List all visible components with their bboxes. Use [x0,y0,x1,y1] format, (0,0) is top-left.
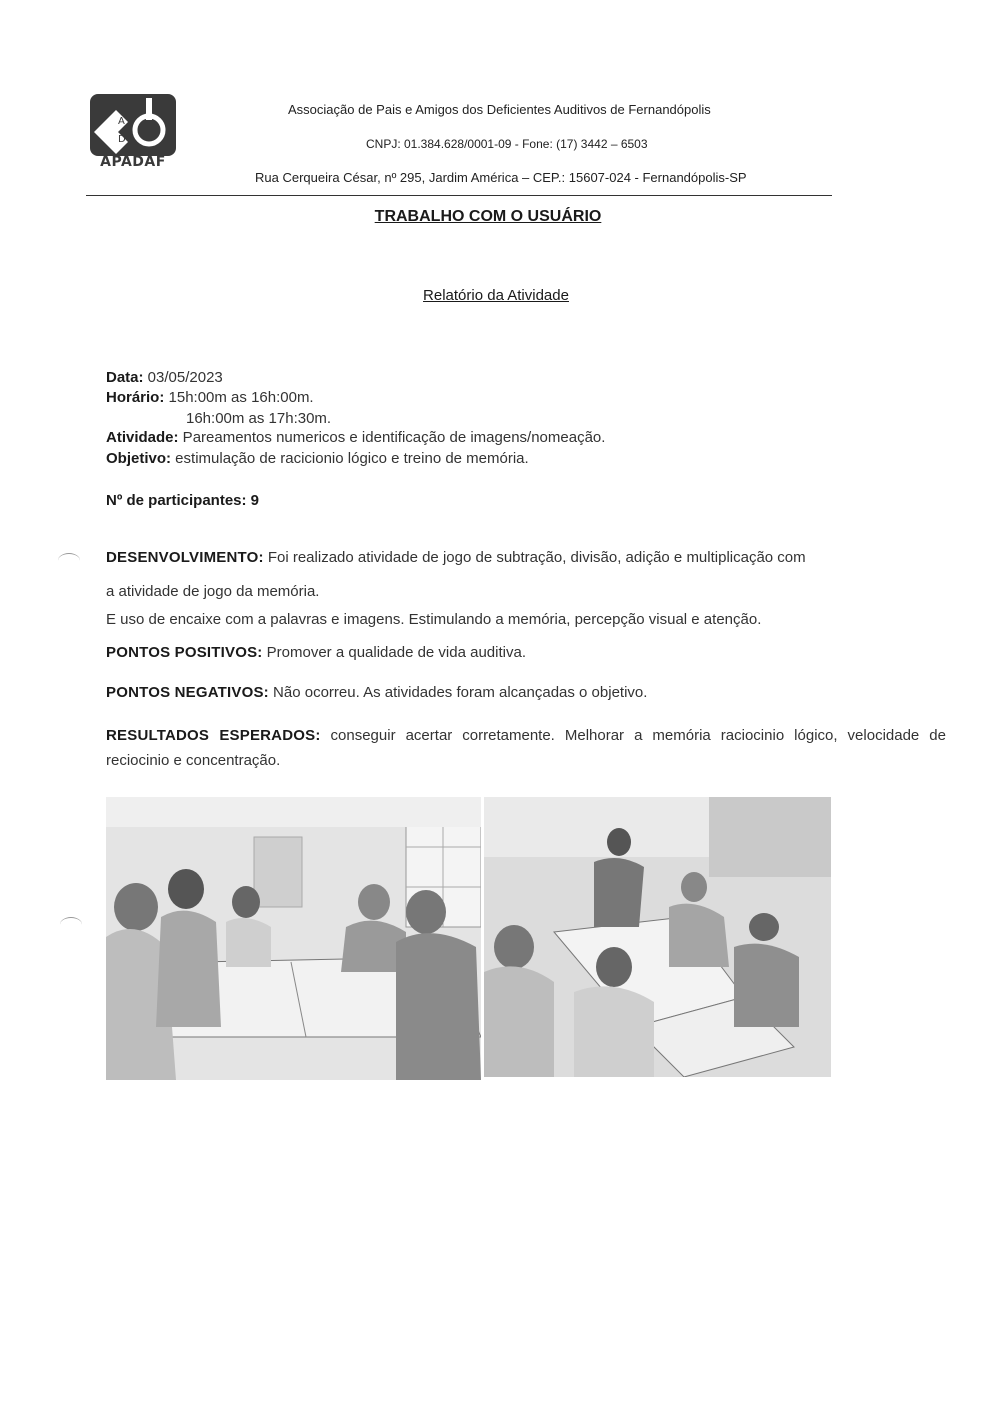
svg-text:A: A [118,116,125,127]
development-line-1 [106,549,946,566]
positive-points [106,644,946,661]
activity-photo-left [106,797,481,1080]
schedule-value-1: 15h:00m as 16h:00m. [164,389,314,406]
objective-row [106,449,529,469]
activity-row [106,428,605,448]
date-label: Data: [106,369,144,386]
apadaf-logo [88,92,180,176]
organization-cnpj-phone: CNPJ: 01.384.628/0001-09 - Fone: (17) 3442 – 6503 [366,137,648,151]
schedule-value-2: 16h:00m as 17h:30m. [186,410,332,427]
header-divider [86,195,832,196]
page-title: TRABALHO COM O USUÁRIO [374,208,602,225]
date-value: 03/05/2023 [143,369,223,386]
expected-results-label: RESULTADOS ESPERADOS: [106,727,321,744]
scan-mark-2 [60,917,82,932]
logo-text: APADAF [100,154,166,170]
activity-label: Atividade: [106,429,179,446]
positive-points-label: PONTOS POSITIVOS: [106,644,263,661]
development-text-2: a atividade de jogo da memória. [106,583,320,600]
negative-points [106,684,946,701]
development-label: DESENVOLVIMENTO: [106,549,264,566]
date-row [106,368,223,388]
positive-points-text: Promover a qualidade de vida auditiva. [262,644,526,661]
development-text-3: E uso de encaixe com a palavras e imagens. Estimulando a memória, percepção visual e atenção. [106,611,762,628]
objective-label: Objetivo: [106,450,172,467]
page-subtitle: Relatório da Atividade [423,287,569,304]
svg-text:D: D [118,134,126,145]
organization-address: Rua Cerqueira César, nº 295, Jardim América – CEP.: 15607-024 - Fernandópolis-SP [255,170,747,185]
objective-value: estimulação de racicionio lógico e treino de memória. [171,450,529,467]
negative-points-text: Não ocorreu. As atividades foram alcançadas o objetivo. [268,684,648,701]
scan-mark-1 [58,553,80,568]
organization-name: Associação de Pais e Amigos dos Deficientes Auditivos de Fernandópolis [288,102,711,117]
expected-results [106,723,946,773]
participants-count: Nº de participantes: 9 [106,492,260,509]
schedule-row [106,388,314,408]
schedule-label: Horário: [106,389,165,406]
development-text-1: Foi realizado atividade de jogo de subtração, divisão, adição e multiplicação com [263,549,806,566]
negative-points-label: PONTOS NEGATIVOS: [106,684,269,701]
activity-photo-right [484,797,831,1077]
expected-results-text: conseguir acertar corretamente. Melhorar a memória raciocinio lógico, velocidade de reciocinio e concentração. [106,727,946,769]
activity-value: Pareamentos numericos e identificação de imagens/nomeação. [178,429,606,446]
